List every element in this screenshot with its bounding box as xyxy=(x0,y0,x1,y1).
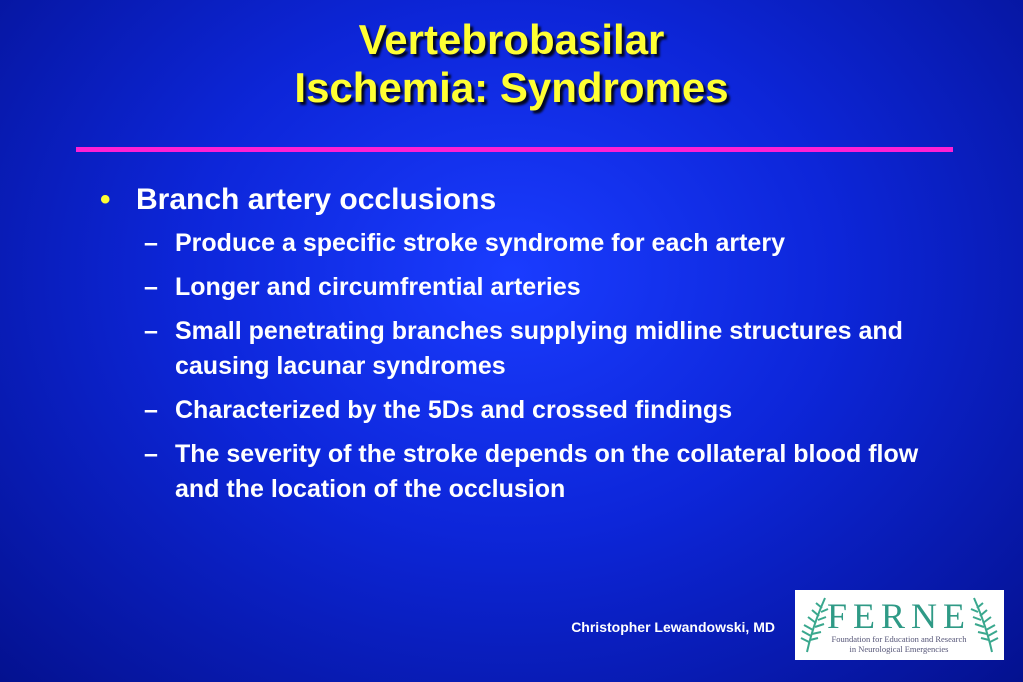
title-line-2: Ischemia: Syndromes xyxy=(294,64,729,111)
bullet-dot-icon: • xyxy=(100,183,111,216)
sub-item xyxy=(100,270,960,305)
dash-icon: – xyxy=(144,317,158,345)
sub-item-text: Longer and circumfrential arteries xyxy=(175,273,581,301)
sub-item-text: The severity of the stroke depends on the collateral blood flow and the location of the occlusion xyxy=(175,440,919,503)
title-line-1: Vertebrobasilar xyxy=(358,16,665,63)
ferne-logo xyxy=(795,590,1004,660)
sub-item xyxy=(100,226,960,261)
sub-item xyxy=(100,437,960,507)
sub-list xyxy=(100,226,960,507)
dash-icon: – xyxy=(144,273,158,301)
dash-icon: – xyxy=(144,440,158,468)
sub-item xyxy=(100,393,960,428)
sub-item-text: Characterized by the 5Ds and crossed findings xyxy=(175,396,733,424)
bullet-text: Branch artery occlusions xyxy=(136,183,497,216)
footer-author: Christopher Lewandowski, MD xyxy=(571,619,775,635)
fern-right-icon xyxy=(971,598,998,652)
logo-name: FERNE xyxy=(826,596,972,636)
fern-left-icon xyxy=(801,598,828,652)
sub-item-text: Small penetrating branches supplying midline structures and causing lacunar syndromes xyxy=(175,317,903,380)
bullet-item xyxy=(100,180,960,220)
slide-body xyxy=(100,180,960,516)
sub-item xyxy=(100,314,960,384)
logo-tagline-1: Foundation for Education and Research xyxy=(831,634,967,644)
title-divider xyxy=(76,147,953,152)
logo-tagline-2: in Neurological Emergencies xyxy=(849,644,949,654)
dash-icon: – xyxy=(144,229,158,257)
sub-item-text: Produce a specific stroke syndrome for each artery xyxy=(175,229,785,257)
slide-title xyxy=(0,16,1023,112)
dash-icon: – xyxy=(144,396,158,424)
